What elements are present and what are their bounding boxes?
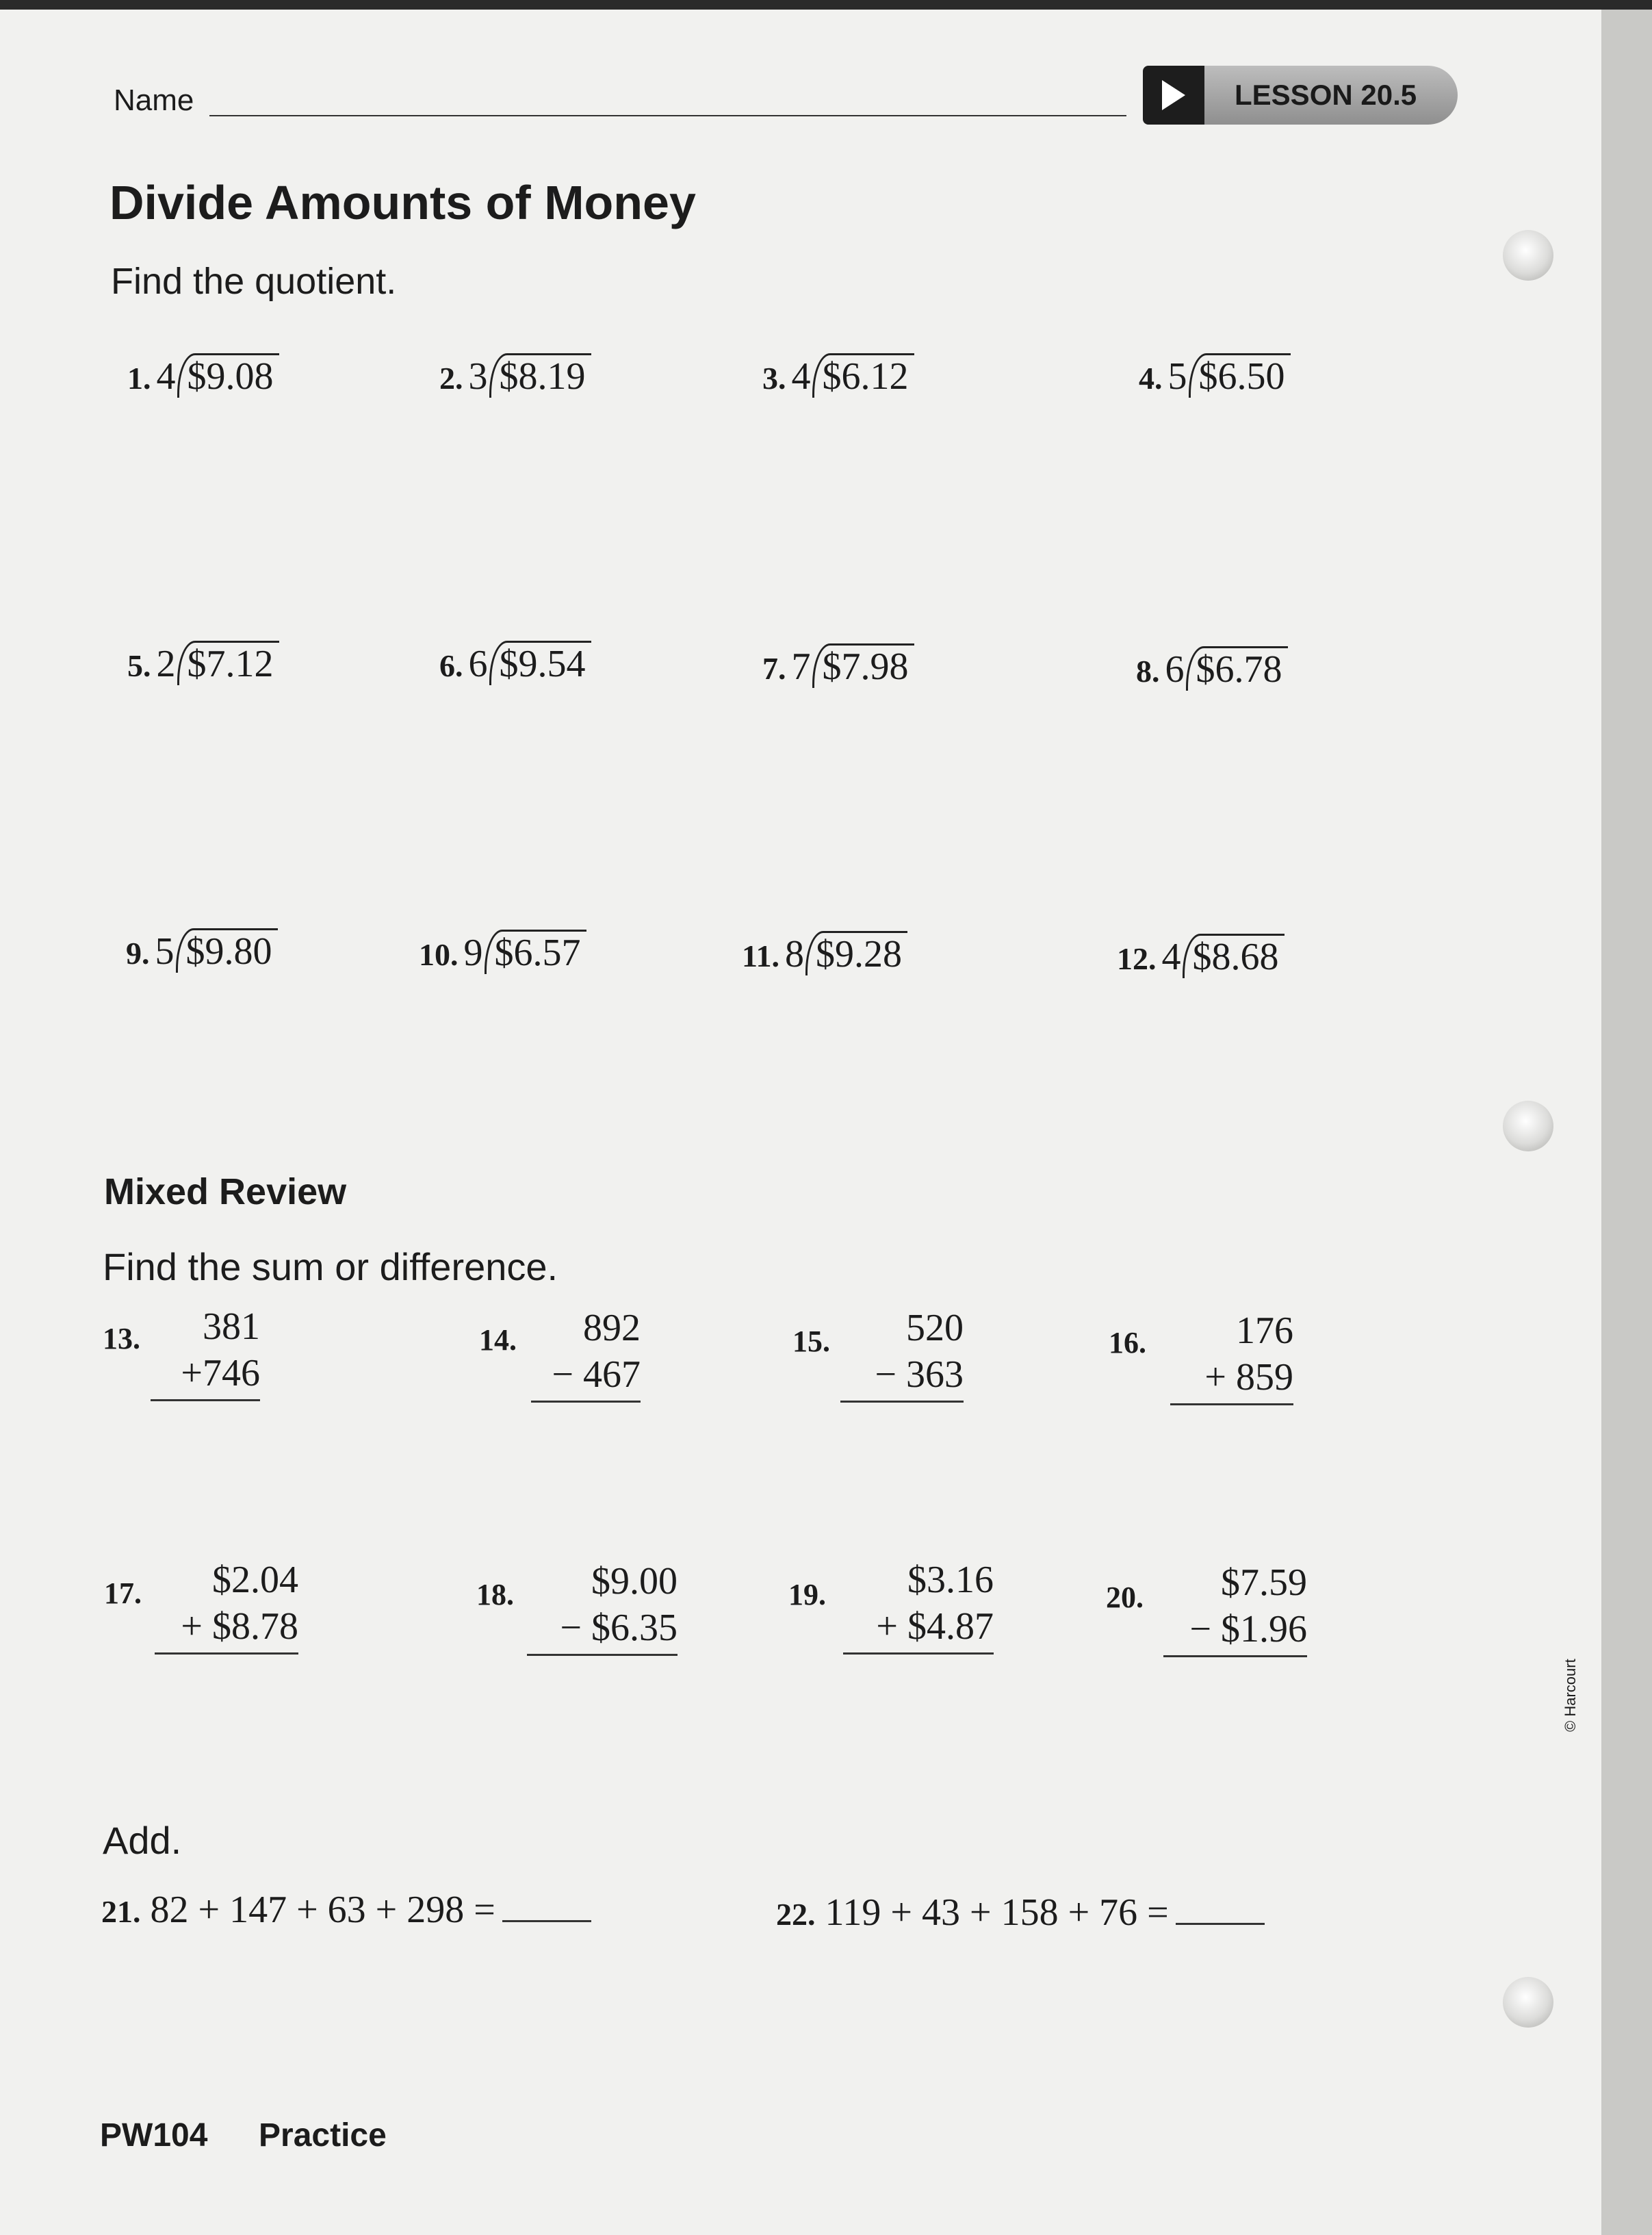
answer-blank[interactable] (1176, 1923, 1265, 1925)
division-problem: 11. 8 $9.28 (742, 931, 907, 976)
dividend: $9.54 (489, 641, 591, 685)
operand-bottom: + 859 (1170, 1355, 1293, 1405)
operand-top: 892 (583, 1307, 641, 1349)
dividend: $6.50 (1189, 353, 1291, 398)
arithmetic-problem: 15. 520 − 363 (792, 1306, 964, 1409)
arithmetic-problem: 14. 892 − 467 (479, 1306, 643, 1409)
page-code: PW104 (100, 2117, 208, 2154)
division-problem: 8. 6 $6.78 (1136, 646, 1288, 691)
operand-bottom: − 467 (531, 1353, 641, 1403)
division-problem: 5. 2 $7.12 (127, 641, 279, 686)
lesson-label: LESSON 20.5 (1235, 79, 1417, 111)
sum-problem: 22. 119 + 43 + 158 + 76 = (776, 1891, 1265, 1934)
dividend: $8.68 (1183, 934, 1285, 978)
copyright-notice: © Harcourt (1562, 1659, 1579, 1732)
add-heading: Add. (103, 1819, 182, 1862)
divisor: 7 (791, 646, 811, 688)
arithmetic-problem: 16. 176 + 859 (1109, 1309, 1293, 1412)
division-problem: 12. 4 $8.68 (1117, 934, 1285, 979)
operand-bottom: + $8.78 (155, 1605, 298, 1655)
dividend: $6.78 (1186, 646, 1288, 691)
dividend: $7.12 (177, 641, 279, 685)
arithmetic-problem: 20. $7.59 − $1.96 (1106, 1561, 1311, 1663)
section1-instruction: Find the quotient. (111, 261, 397, 302)
divisor: 2 (156, 643, 176, 685)
dividend: $9.28 (805, 931, 907, 975)
operand-top: $3.16 (907, 1559, 994, 1601)
operand-bottom: +746 (151, 1351, 260, 1401)
operand-top: 381 (203, 1305, 260, 1348)
answer-blank[interactable] (502, 1920, 591, 1922)
divisor: 3 (468, 355, 488, 398)
divisor: 4 (791, 355, 811, 398)
dividend: $6.57 (485, 930, 586, 974)
divisor: 9 (463, 932, 483, 974)
dividend: $8.19 (489, 353, 591, 398)
arithmetic-problem: 19. $3.16 + $4.87 (788, 1558, 994, 1661)
sum-expression: 119 + 43 + 158 + 76 = (825, 1891, 1169, 1934)
binder-hole-top (1503, 230, 1553, 281)
divisor: 6 (468, 643, 488, 685)
division-problem: 7. 7 $7.98 (762, 643, 914, 689)
division-problem: 3. 4 $6.12 (762, 353, 914, 398)
division-problem: 4. 5 $6.50 (1139, 353, 1291, 398)
divisor: 5 (1167, 355, 1187, 398)
division-problem: 10. 9 $6.57 (419, 930, 586, 975)
dividend: $6.12 (812, 353, 914, 398)
division-problem: 6. 6 $9.54 (439, 641, 591, 686)
operand-bottom: − $1.96 (1163, 1607, 1307, 1657)
divisor: 4 (1161, 936, 1181, 978)
division-problem: 2. 3 $8.19 (439, 353, 591, 398)
dividend: $9.80 (176, 928, 278, 973)
binder-hole-middle (1503, 1101, 1553, 1151)
divisor: 5 (155, 930, 175, 973)
play-icon (1143, 66, 1204, 125)
lesson-badge (1143, 66, 1458, 125)
name-field[interactable] (209, 115, 1126, 116)
divisor: 8 (784, 933, 804, 975)
footer-label: Practice (259, 2117, 387, 2154)
divisor: 6 (1165, 648, 1185, 691)
dividend: $7.98 (812, 643, 914, 688)
binder-hole-bottom (1503, 1977, 1553, 2028)
operand-bottom: − $6.35 (527, 1606, 677, 1656)
name-label: Name (114, 84, 194, 117)
operand-top: $2.04 (212, 1559, 298, 1601)
sum-expression: 82 + 147 + 63 + 298 = (150, 1889, 495, 1931)
operand-top: $9.00 (591, 1560, 677, 1602)
page-edge (1601, 0, 1652, 2235)
divisor: 4 (156, 355, 176, 398)
sum-problem: 21. 82 + 147 + 63 + 298 = (101, 1888, 591, 1932)
operand-top: 176 (1236, 1310, 1293, 1352)
division-problem: 9. 5 $9.80 (126, 928, 278, 973)
mixed-review-heading: Mixed Review (104, 1171, 347, 1212)
page-title: Divide Amounts of Money (109, 176, 696, 229)
operand-bottom: − 363 (840, 1353, 964, 1403)
operand-top: $7.59 (1221, 1561, 1307, 1604)
operand-bottom: + $4.87 (843, 1605, 994, 1655)
arithmetic-problem: 17. $2.04 + $8.78 (104, 1558, 309, 1661)
bleed-through-text (1027, 185, 1038, 232)
top-edge (0, 0, 1652, 10)
dividend: $9.08 (177, 353, 279, 398)
arithmetic-problem: 18. $9.00 − $6.35 (476, 1559, 682, 1662)
mixed-review-instruction: Find the sum or difference. (103, 1245, 558, 1288)
division-problem: 1. 4 $9.08 (127, 353, 279, 398)
arithmetic-problem: 13. 381 +746 (103, 1305, 267, 1407)
operand-top: 520 (906, 1307, 964, 1349)
